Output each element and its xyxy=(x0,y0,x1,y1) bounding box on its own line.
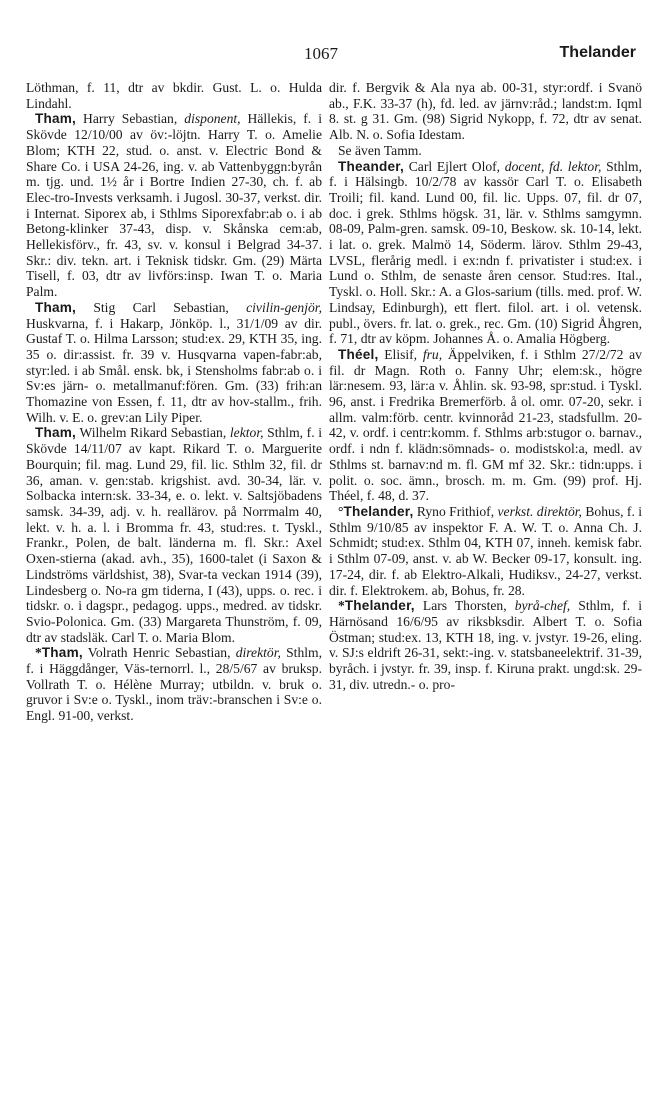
entry-given-names: Ryno Frithiof, xyxy=(416,503,495,519)
entry-given-names: Stig Carl Sebastian, xyxy=(93,299,229,315)
entry-text: Sthlm, f. i Skövde 14/11/07 av kapt. Rikard T. o. Marguerite Bourquin; fil. mag. Lund 29, fil. lic. Sthlm 32, fil. dr 36, aman. v. gen:stab. krigshist. avd. 30-34, lär. v. Solbacka intern:sk. 33-34, e. o. lekt. v. Saltsjöbadens samsk. 34-39, adj. v. h. reallärov. på Norrmalm 40, lekt. v. h. a. l. i Bromma fr. 43, stud:res. t. Tyskl., Frankr., Polen, de balt. länderna m. fl. Skr.: Axel Oxen-stierna (akad. avh., 35), 1600-talet (i Saxon & Lindströms världshist, 38), Svar-ta veckan 1914 (39), Lindesberg o. No-ra gm tiderna, I (43), upps. o. rec. i tidskr. o. i dagspr., pedagog. upps., medred. av tidskr. Svio-Polonica. Gm. (33) Margareta Thunström, f. 09, dtr av stadsläk. Carl T. o. Maria Blom. xyxy=(26,425,323,645)
entry-surname: Tham, xyxy=(35,111,77,127)
entry-surname: Théel, xyxy=(338,346,379,362)
entry-occupation: disponent, xyxy=(184,111,241,127)
entry-given-names: Elisif, xyxy=(384,346,418,362)
entry-occupation: direktör, xyxy=(235,645,281,661)
entry-given-names: Harry Sebastian, xyxy=(83,111,178,127)
entry-surname: Tham, xyxy=(35,425,77,441)
biography-entry xyxy=(329,598,642,692)
entry-given-names: Lars Thorsten, xyxy=(422,598,507,614)
entry-given-names: Carl Ejlert Olof, xyxy=(408,158,501,174)
page-header xyxy=(0,44,664,68)
biography-entry xyxy=(26,425,322,645)
entry-occupation: lektor, xyxy=(229,425,264,441)
entry-continuation xyxy=(329,80,642,143)
entry-text: Sthlm, f. i Häggdånger, Väs-ternorrl. l., 28/5/67 av bruksp. Vollrath T. o. Hélène Murray; utbildn. v. bruk o. gruvor i Sv:e o. Tyskl., inom träv:-branschen i Sv:e o. Engl. 91-00, verkst. xyxy=(26,645,322,724)
entry-surname: Tham, xyxy=(35,299,77,315)
entry-text: Bohus, f. i Sthlm 9/10/85 av inspektor F. A. W. T. o. Anna Ch. J. Schmidt; stud:ex. Sthlm 04, KTH 07, inneh. kemisk fabr. i Sthlm 07-09, anst. v. ab W. Becker 09-17, konsult. ing. 17-24, dir. f. ab Elektro-Alkali, Hudiksv., 24-27, verkst. dir. f. Elektrokem. ab, Bohus, fr. 28. xyxy=(329,503,643,598)
biography-entry xyxy=(329,504,642,598)
entry-text: Huskvarna, f. i Hakarp, Jönköp. l., 31/1/09 av dir. Gustaf T. o. Hilma Larsson; stud:ex. 29, KTH 35, ing. 35 o. dir:assist. fr. 39 v. Husqvarna vapen-fabr:ab, styr:led. i ab Smål. ensk. bk, i Stensholms fabr:ab o. i Sv:es järn- o. metallmanuf:fören. Gm. (33) frih:an Thomazine von Essen, f. 11, dtr av hov-stallm., frih. Wilh. v. E. o. grev:an Lily Piper. xyxy=(26,315,322,425)
biography-entry xyxy=(26,645,322,724)
entry-text: Löthman, f. 11, dtr av bkdir. Gust. L. o. Hulda Lindahl. xyxy=(26,80,322,111)
entry-text: Se även Tamm. xyxy=(338,142,422,158)
right-column xyxy=(329,80,642,692)
entry-surname: Theander, xyxy=(338,158,405,174)
running-head: Thelander xyxy=(559,44,636,61)
entry-given-names: Volrath Henric Sebastian, xyxy=(87,645,231,661)
entry-marker: * xyxy=(35,645,42,661)
entry-surname: Thelander, xyxy=(343,503,414,519)
entry-given-names: Wilhelm Rikard Sebastian, xyxy=(79,425,227,441)
left-column xyxy=(26,80,322,724)
entry-text: Sthlm, f. i Härnösand 16/6/95 av riksbksdir. Albert T. o. Sofia Östman; stud:ex. 13, KTH 18, ing. v. jvstyr. 19-26, eling. v. SJ:s eldrift 26-31, sekt:-ing. v. statsbaneelektrif. 31-39, byråch. i jvstyr. fr. 39, insp. f. Kiruna prakt. ungd:sk. 29-31, div. utredn.- o. pro- xyxy=(329,598,643,692)
entry-occupation: fru, xyxy=(422,346,443,362)
page-number: 1067 xyxy=(304,44,338,63)
entry-marker: ° xyxy=(338,503,344,519)
biography-entry xyxy=(26,300,322,426)
biography-entry xyxy=(329,159,642,347)
entry-continuation xyxy=(329,143,642,159)
entry-surname: Tham, xyxy=(41,645,83,661)
entry-text: Äppelviken, f. i Sthlm 27/2/72 av fil. dr Magn. Roth o. Fanny Uhr; elem:sk., högre lär:nesem. 93, lär:a v. Åhlin. sk. 93-98, spr:stud. i Tyskl. 96, anst. i Fredrika Bremerförb. å ol. omr. 07-20, sekr. i allm. valm:förb. centr. kvinnoråd 21-23, stadsfullm. 20-42, v. ordf. i centr:komm. f. Sthlms arb:stugor o. barnav., ordf. i ndn f. klädn:sömnads- o. modistskol:a, medl. av Sthlms st. barnav:nd m. fl. GM mf 32. Skr.: tidn:upps. i polit. o. soc. ämn., brosch. m. m. Gm. (99) prof. Hj. Théel, f. 48, d. 37. xyxy=(329,346,642,504)
entry-occupation: verkst. direktör, xyxy=(497,503,582,519)
entry-occupation: docent, fd. lektor, xyxy=(504,158,602,174)
entry-occupation: byrå-chef, xyxy=(514,598,571,614)
entry-surname: Thelander, xyxy=(344,598,415,614)
entry-text: Sthlm, f. i Hälsingb. 10/2/78 av kassör Carl T. o. Elisabeth Troili; fil. kand. Lund 00, fil. lic. Upps. 07, fil. dr 07, doc. i grek. Sthlms högsk. 31, lär. v. Sthlms samgymn. 08-09, Palm-gren. samsk. 09-10, Beskow. sk. 10-14, lekt. i lat. o. grek. Malmö 14, Söderm. lärov. Sthlm 29-43, LVSL, flerårig medl. i ex:ndn f. privatister i stud:ex. i Lund o. Sthlm, de senaste åren censor. Stud:res. Ital., Tyskl. o. Holl. Skr.: A. a Glos-sarium (tills. med. prof. W. Lindsay, Edinburgh), ett flert. filol. art. i ol. vetensk. publ., övers. fr. lat. o. grek., rec. Gm. (10) Sigrid Åhgren, f. 71, dtr av köpm. Johannes Å. o. Amalia Högberg. xyxy=(329,158,642,347)
entry-text: Hällekis, f. i Skövde 12/10/00 av öv:-löjtn. Harry T. o. Amelie Blom; KTH 22, stud. o. anst. v. Electric Bond & Share Co. i USA 24-26, ing. v. ab Vattenbyggn:byrån m. tjg. und. 1½ år i Bortre Indien 27-30, ch. f. ab Elec-tro-Invests verksamh. i Jugosl. 30-37, verkst. dir. i Internat. Siporex ab, i Sthlms Siporexfabr:ab o. i ab Betong-klinker 37-43, disp. v. Skånska cem:ab, Hellekisförv., fr. 43, sv. v. konsul i Belgrad 34-37. Skr.: div. tekn. art. i Teknisk tidskr. Gm. (29) Märta Tisell, f. 03, dtr av livförs:insp. Iwan T. o. Maria Palm. xyxy=(26,111,322,300)
entry-continuation xyxy=(26,80,322,111)
biography-entry xyxy=(329,347,642,504)
biography-entry xyxy=(26,111,322,299)
entry-marker: * xyxy=(338,598,345,614)
entry-text: dir. f. Bergvik & Ala nya ab. 00-31, styr:ordf. i Svanö ab., F.K. 33-37 (h), fd. led. av järnv:råd.; landst:m. Iqml 8. st. g 31. Gm. (98) Sigrid Nykopp, f. 72, dtr av senat. Alb. N. o. Sofia Idestam. xyxy=(329,80,642,143)
entry-occupation: civilin-genjör, xyxy=(246,299,322,315)
